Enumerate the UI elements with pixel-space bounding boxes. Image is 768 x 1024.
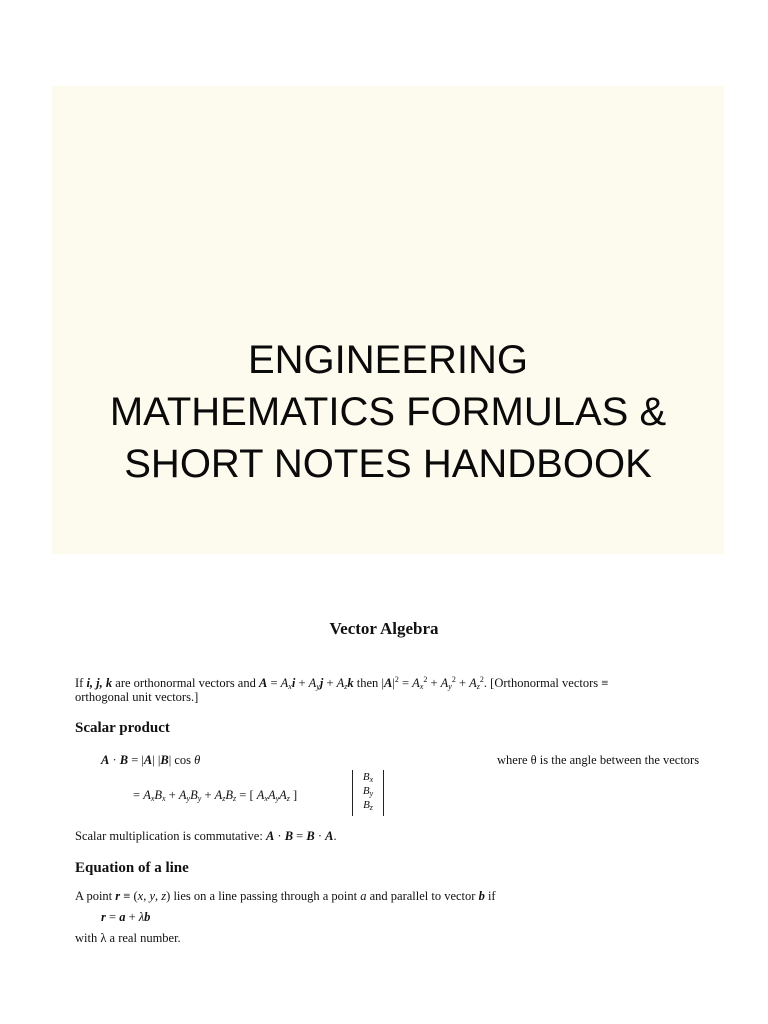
where-note: where θ is the angle between the vectors (497, 753, 700, 767)
cover-title-line: SHORT NOTES HANDBOOK (124, 442, 652, 486)
real-number-note: with λ a real number. (75, 931, 181, 945)
subheading-line-equation: Equation of a line (75, 860, 189, 876)
section-title: Vector Algebra (329, 619, 439, 638)
intro-line-2: orthogonal unit vectors.] (75, 690, 199, 704)
scalar-formula-1: A · B = |A| |B| cos θ (101, 753, 201, 767)
subheading-scalar-product: Scalar product (75, 720, 170, 736)
line-equation-formula: r = a + λb (101, 910, 151, 924)
scalar-formula-2: = AxBx + AyBy + AzBz = [ AxAyAz ] (133, 788, 298, 803)
cover-title-line: ENGINEERING (247, 338, 529, 382)
cover-title (52, 334, 724, 490)
line-equation-text: A point r ≡ (x, y, z) lies on a line passing through a point a and parallel to vector b if (75, 889, 496, 903)
cover-title-line: MATHEMATICS FORMULAS & (109, 390, 667, 434)
commutative-note: Scalar multiplication is commutative: A · B = B · A. (75, 829, 337, 843)
intro-line-1: If i, j, k are orthonormal vectors and A = Axi + Ayj + Azk then $|A|^2 = Ax^2 + Ay^2 + Az^2$. [Orthonormal vectors ≡ (75, 675, 609, 691)
cover-panel (52, 86, 724, 554)
column-vector-matrix: Bx By Bz (352, 770, 384, 816)
